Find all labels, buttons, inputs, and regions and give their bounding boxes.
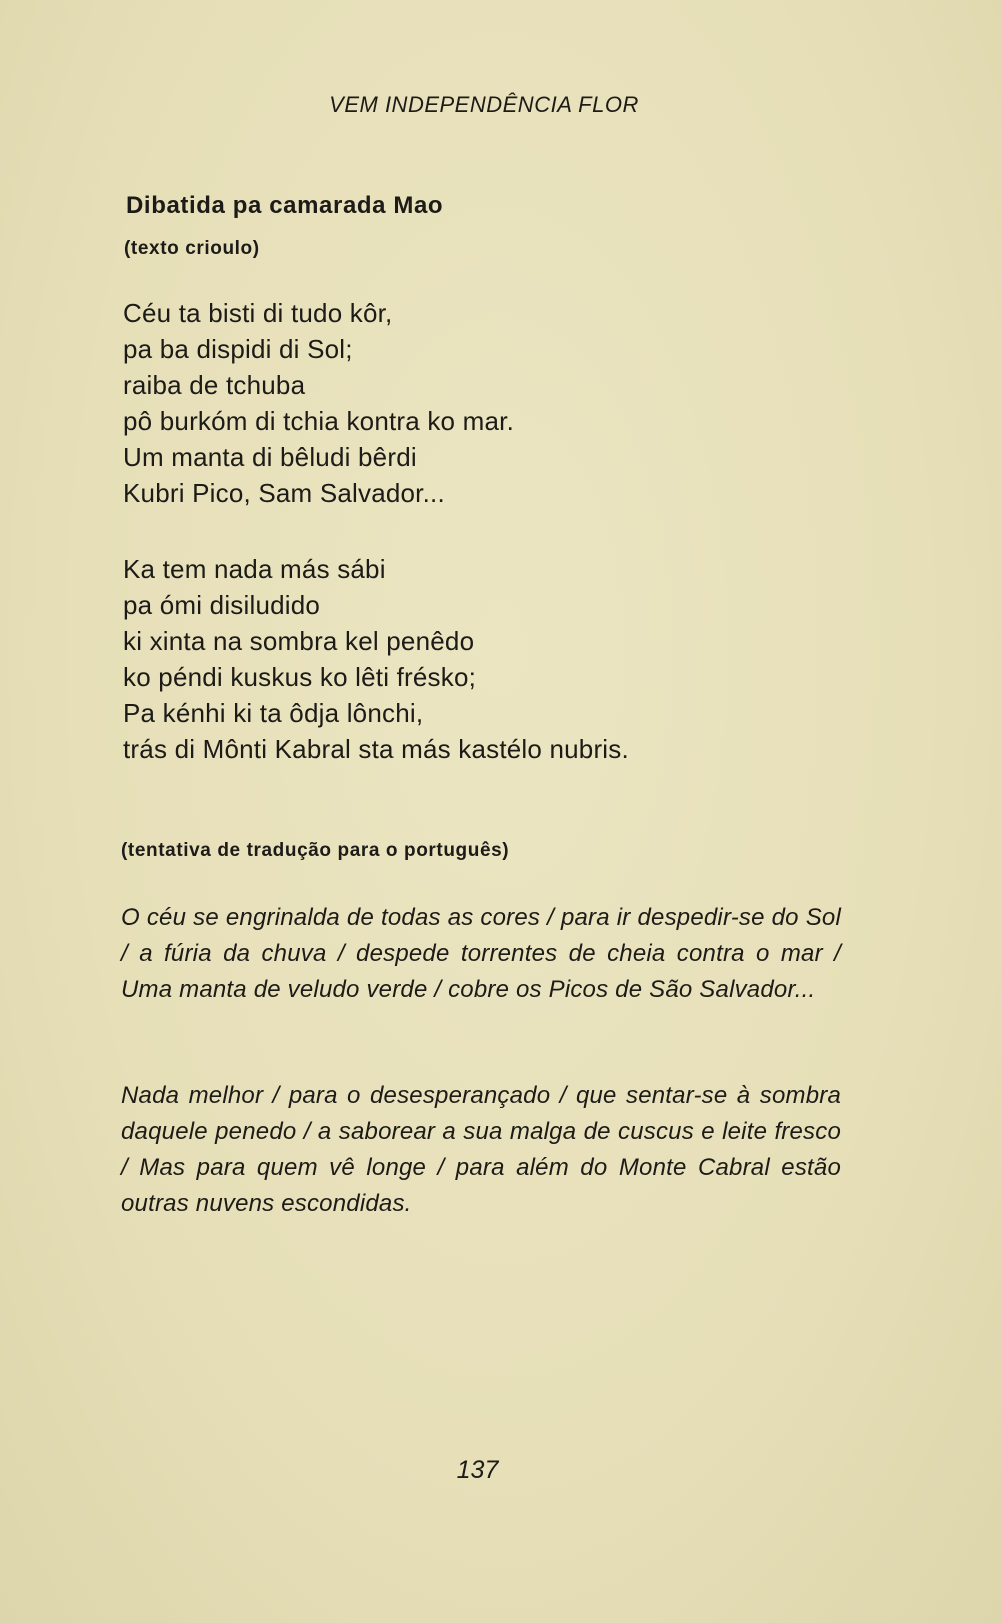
running-head: VEM INDEPENDÊNCIA FLOR [329,92,639,117]
poem-stanza-2 [123,551,629,767]
poem-line: Kubri Pico, Sam Salvador... [123,478,445,508]
page-number: 137 [456,1456,499,1484]
poem-line: raiba de tchuba [123,370,306,400]
poem-line: Ka tem nada más sábi [123,554,386,584]
poem-line: Um manta di bêludi bêrdi [123,442,417,472]
poem-title: Dibatida pa camarada Mao [126,192,444,219]
translation-heading: (tentativa de tradução para o português) [121,840,510,861]
poem-line: ki xinta na sombra kel penêdo [123,626,475,656]
poem-line: pa ba dispidi di Sol; [123,334,353,364]
poem-stanza-1 [123,295,514,511]
translation-paragraph-2: Nada melhor / para o desesperançado / que sentar-se à sombra daquele penedo / a saborear a sua malga de cuscus e leite fresco / Mas para quem vê longe / para além do Monte Cabral estão outras nuvens escondidas. [121,1082,841,1217]
poem-subtitle: (texto crioulo) [124,238,260,259]
poem-line: trás di Mônti Kabral sta más kastélo nubris. [123,734,629,764]
poem-line: pô burkóm di tchia kontra ko mar. [123,406,515,436]
poem-line: Pa kénhi ki ta ôdja lônchi, [123,698,424,728]
translation-paragraph-1: O céu se engrinalda de todas as cores / para ir despedir-se do Sol / a fúria da chuva / despede torrentes de cheia contra o mar / Uma manta de veludo verde / cobre os Picos de São Salvador... [121,904,841,1003]
poem-line: ko péndi kuskus ko lêti frésko; [123,662,477,692]
poem-line: Céu ta bisti di tudo kôr, [123,298,393,328]
poem-line: pa ómi disiludido [123,590,321,620]
